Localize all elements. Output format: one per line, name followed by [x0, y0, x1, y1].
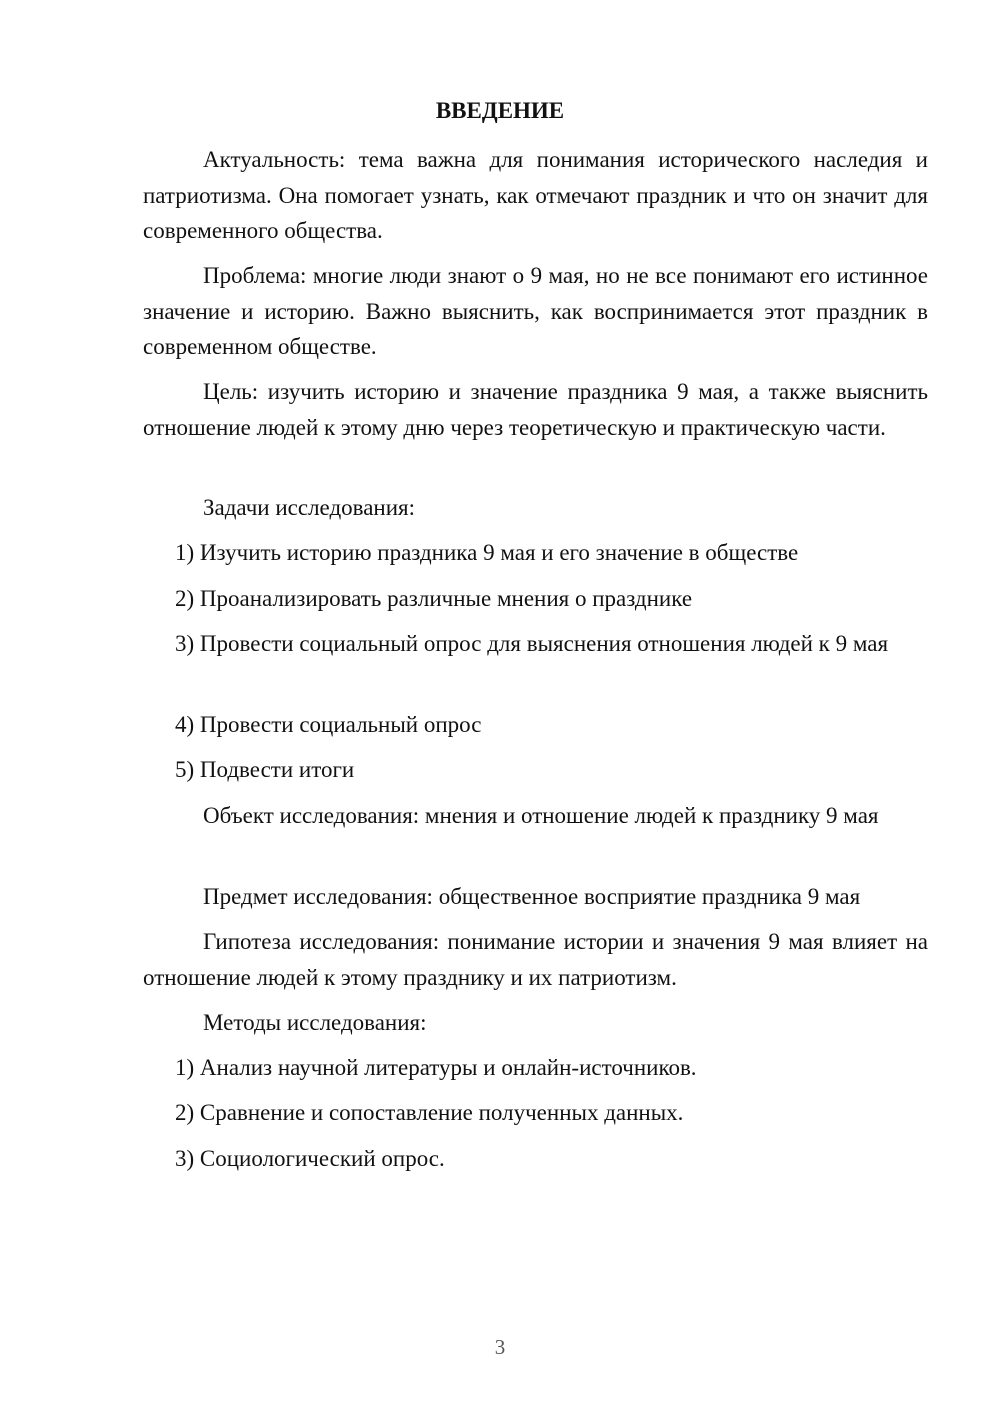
- page-number: 3: [494, 1335, 506, 1359]
- task-item: 3) Провести социальный опрос для выяснения отношения людей к 9 мая: [175, 631, 889, 656]
- method-item: 3) Социологический опрос.: [175, 1146, 445, 1171]
- task-item: 4) Провести социальный опрос: [175, 712, 482, 737]
- hypothesis-paragraph: Гипотеза исследования: понимание истории и значения 9 мая влияет на отношение людей к этому празднику и их патриотизм.: [143, 929, 928, 990]
- goal-paragraph: Цель: изучить историю и значение праздника 9 мая, а также выяснить отношение людей к этому дню через теоретическую и практическую части.: [143, 379, 928, 440]
- problem-paragraph: Проблема: многие люди знают о 9 мая, но не все понимают его истинное значение и историю. Важно выяснить, как воспринимается этот праздник в современном обществе.: [143, 263, 928, 359]
- task-item: 1) Изучить историю праздника 9 мая и его значение в обществе: [175, 540, 799, 565]
- tasks-heading: Задачи исследования:: [203, 495, 416, 520]
- object-paragraph: Объект исследования: мнения и отношение людей к празднику 9 мая: [203, 803, 879, 828]
- subject-paragraph: Предмет исследования: общественное восприятие праздника 9 мая: [203, 884, 861, 909]
- page-title: ВВЕДЕНИЕ: [435, 98, 565, 123]
- relevance-paragraph: Актуальность: тема важна для понимания исторического наследия и патриотизма. Она помогает узнать, как отмечают праздник и что он значит для современного общества.: [143, 147, 928, 243]
- method-item: 2) Сравнение и сопоставление полученных данных.: [175, 1100, 684, 1125]
- task-item: 5) Подвести итоги: [175, 757, 355, 782]
- method-item: 1) Анализ научной литературы и онлайн-источников.: [175, 1055, 697, 1080]
- methods-heading: Методы исследования:: [203, 1010, 427, 1035]
- task-item: 2) Проанализировать различные мнения о празднике: [175, 586, 693, 611]
